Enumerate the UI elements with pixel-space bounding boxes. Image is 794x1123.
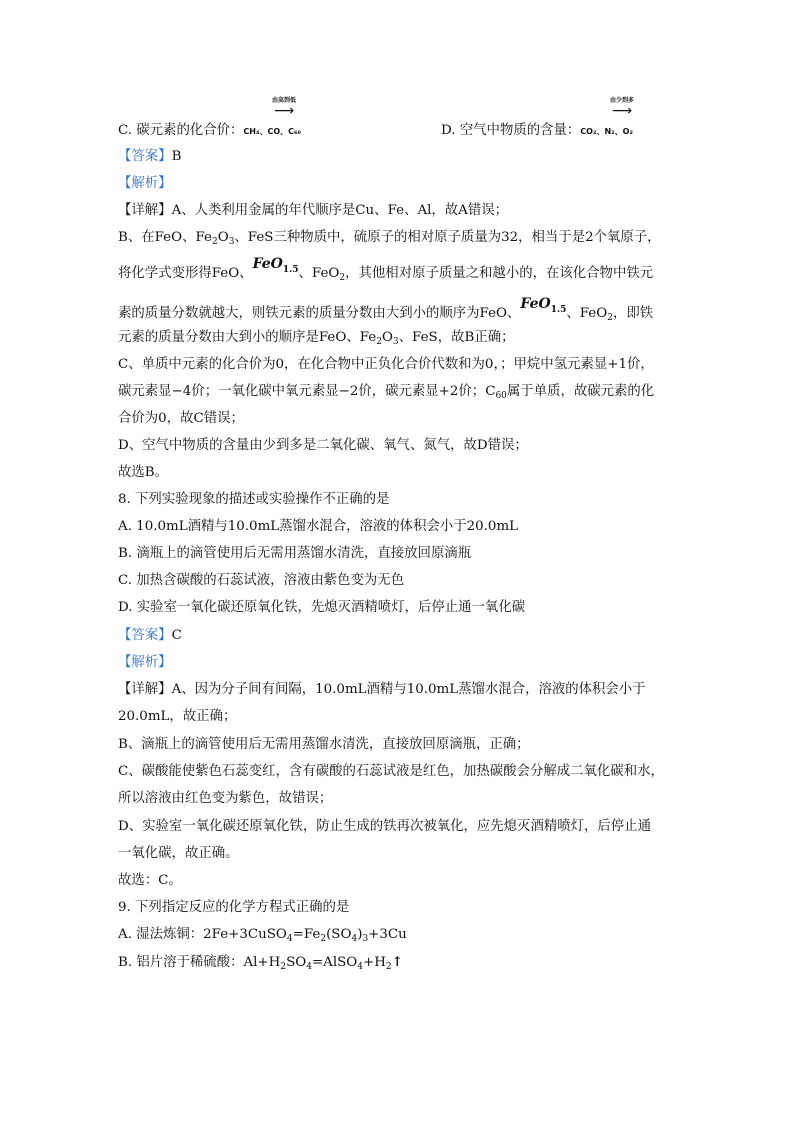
detail-line: C、单质中元素的化合价为0，在化合物中正负化合价代数和为0，；甲烷中氢元素显+1价， xyxy=(118,357,654,372)
subscript: 2 xyxy=(320,934,327,944)
text: 、FeO xyxy=(298,266,340,281)
question-stem: 8. 下列实验现象的描述或实验操作不正确的是 xyxy=(118,492,390,507)
formula: CH₄、CO、C₆₀ xyxy=(243,127,302,136)
formula-feo15 xyxy=(252,256,299,275)
detail-line: 所以溶液由红色变为紫色，故错误； xyxy=(118,791,333,806)
subscript: 2 xyxy=(376,337,382,347)
text: O xyxy=(217,230,229,245)
text: SO xyxy=(286,955,307,970)
subscript: 4 xyxy=(351,934,358,944)
subscript: 2 xyxy=(385,962,392,972)
arrow-low-to-high xyxy=(600,97,644,117)
text: 属于单质，故碳元素的化 xyxy=(506,384,655,399)
answer-row xyxy=(118,148,181,166)
subscript: 4 xyxy=(306,962,312,972)
detail-line: D、实验室一氧化碳还原氧化铁，防止生成的铁再次被氧化，应先熄灭酒精喷灯，后停止通 xyxy=(118,819,651,834)
arrow-caption: 由少到多 xyxy=(609,97,634,104)
option-a xyxy=(118,926,407,948)
option-d: D. 实验室一氧化碳还原氧化铁，先熄灭酒精喷灯，后停止通一氧化碳 xyxy=(118,600,526,615)
text: +H xyxy=(363,955,386,970)
subscript: 3 xyxy=(228,237,235,247)
text: ↑ xyxy=(391,954,403,970)
text: B、在FeO、Fe xyxy=(118,230,212,245)
subscript: 2 xyxy=(211,237,218,247)
text: (SO xyxy=(326,927,352,942)
answer-tag: 【答案】 xyxy=(118,628,172,643)
option-c-valence xyxy=(118,122,301,141)
subscript: 1.5 xyxy=(282,264,299,275)
detail-tag: 【详解】 xyxy=(118,203,172,218)
text: A、人类利用金属的年代顺序是Cu、Fe、Al，故A错误； xyxy=(171,203,509,218)
conclusion: 故选B。 xyxy=(118,465,169,480)
detail-line xyxy=(118,383,654,405)
text: 元素的质量分数由大到小的顺序是FeO、Fe xyxy=(118,330,377,345)
question-stem: 9. 下列指定反应的化学方程式正确的是 xyxy=(118,900,350,915)
detail-line: 一氧化碳，故正确。 xyxy=(118,846,239,861)
subscript: 2 xyxy=(339,273,346,283)
subscript: 1.5 xyxy=(550,304,567,315)
right-arrow-icon: ⟶ xyxy=(611,103,633,119)
option-label: D. 空气中物质的含量： xyxy=(441,123,581,138)
detail-line xyxy=(118,681,646,699)
text: 、FeS三种物质中，硫原子的相对原子质量为32，相当于是2个氧原子， xyxy=(234,230,661,245)
text: ，即铁 xyxy=(612,306,654,321)
detail-line: C、碳酸能使紫色石蕊变红，含有碳酸的石蕊试液是红色，加热碳酸会分解成二氧化碳和水， xyxy=(118,764,664,779)
answer-row xyxy=(118,627,182,645)
subscript: 60 xyxy=(495,391,507,401)
conclusion: 故选：C。 xyxy=(118,873,182,888)
detail-line xyxy=(118,329,515,351)
subscript: 2 xyxy=(280,962,287,972)
text: ) xyxy=(357,927,363,942)
text: 碳元素显−4价；一氧化碳中氧元素显−2价，碳元素显+2价；C xyxy=(118,384,496,399)
subscript: 3 xyxy=(392,337,399,347)
answer-value: B xyxy=(171,149,182,164)
option-b xyxy=(118,953,403,976)
analysis-tag: 【解析】 xyxy=(118,176,172,191)
detail-line: 20.0mL，故正确； xyxy=(118,709,237,724)
detail-line xyxy=(118,296,654,328)
text: ，其他相对原子质量之和越小的，在该化合物中铁元 xyxy=(345,266,654,281)
subscript: 4 xyxy=(357,962,364,972)
option-b: B. 滴瓶上的滴管使用后无需用蒸馏水清洗，直接放回原滴瓶 xyxy=(118,546,472,561)
subscript: 4 xyxy=(286,934,293,944)
text: FeO xyxy=(520,296,551,312)
detail-line xyxy=(118,256,654,288)
subscript: 2 xyxy=(607,313,613,323)
arrow-caption: 由高到低 xyxy=(271,97,296,104)
text: =Fe xyxy=(292,927,321,942)
text: =AlSO xyxy=(311,955,358,970)
arrow-high-to-low xyxy=(262,97,306,117)
detail-line xyxy=(118,229,661,251)
detail-line: D、空气中物质的含量由少到多是二氧化碳、氧气、氮气，故D错误； xyxy=(118,438,528,453)
detail-line: 合价为0，故C错误； xyxy=(118,411,244,426)
formula-feo15 xyxy=(520,296,567,315)
text: 、FeO xyxy=(566,306,608,321)
option-c: C. 加热含碳酸的石蕊试液，溶液由紫色变为无色 xyxy=(118,573,405,588)
text: 、FeS，故B正确； xyxy=(398,330,515,345)
text: +3Cu xyxy=(368,927,407,942)
detail-line xyxy=(118,202,508,220)
option-label: C. 碳元素的化合价： xyxy=(118,123,244,138)
text: A、因为分子间有间隔，10.0mL酒精与10.0mL蒸馏水混合，溶液的体积会小于 xyxy=(171,682,646,697)
answer-tag: 【答案】 xyxy=(118,149,172,164)
right-arrow-icon: ⟶ xyxy=(273,103,295,119)
option-d-air xyxy=(441,122,633,141)
text: A. 湿法炼铜：2Fe+3CuSO xyxy=(118,927,287,942)
text: 将化学式变形得FeO、 xyxy=(118,266,253,281)
answer-value: C xyxy=(171,628,182,643)
subscript: 3 xyxy=(362,934,369,944)
text: 素的质量分数就越大，则铁元素的质量分数由大到小的顺序为FeO、 xyxy=(118,306,521,321)
text: B. 铝片溶于稀硫酸：Al+H xyxy=(118,955,281,970)
text: FeO xyxy=(252,256,283,272)
detail-line: B、滴瓶上的滴管使用后无需用蒸馏水清洗，直接放回原滴瓶，正确； xyxy=(118,737,530,752)
option-a: A. 10.0mL酒精与10.0mL蒸馏水混合，溶液的体积会小于20.0mL xyxy=(118,519,519,534)
analysis-tag: 【解析】 xyxy=(118,655,172,670)
text: O xyxy=(381,330,393,345)
formula: CO₂、N₂、O₂ xyxy=(580,127,633,136)
detail-tag: 【详解】 xyxy=(118,682,172,697)
